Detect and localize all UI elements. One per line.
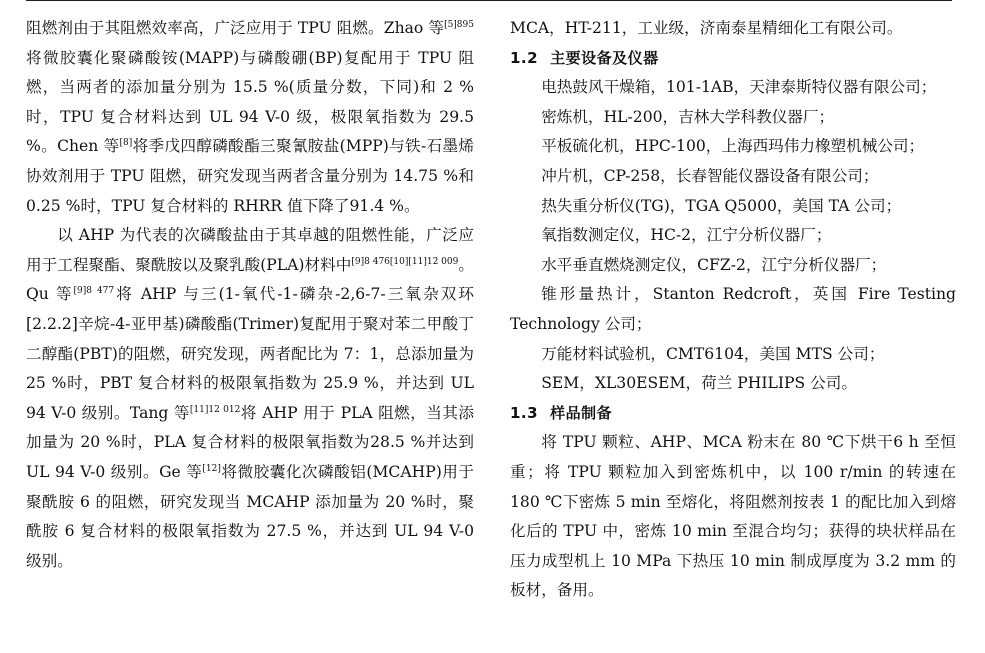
citation-reference: [9]8 477 bbox=[73, 286, 115, 297]
paragraph-flame-retardant-tpu bbox=[26, 14, 474, 221]
equipment-item: 电热鼓风干燥箱，101-1AB，天津泰斯特仪器有限公司； bbox=[541, 78, 937, 97]
equipment-item: 氧指数测定仪，HC-2，江宁分析仪器厂； bbox=[541, 226, 832, 245]
left-column bbox=[26, 14, 474, 576]
equipment-item: 热失重分析仪(TG)，TGA Q5000，美国 TA 公司； bbox=[541, 196, 902, 215]
citation-reference: [9]8 476[10][11]12 009 bbox=[351, 256, 459, 267]
citation-reference: [11]12 012 bbox=[189, 404, 241, 415]
text-run: 将季戊四醇磷酸酯三聚氰胺盐(MPP)与铁-石墨烯协效剂用于 TPU 阻燃，研究发现当两者含量分别为 14.75 %和0.25 %时，TPU 复合材料的 RHRR 值下降了91.4 %。 bbox=[26, 137, 475, 215]
section-heading-1-3 bbox=[510, 399, 956, 429]
equipment-item: SEM，XL30ESEM，荷兰 PHILIPS 公司。 bbox=[541, 374, 857, 393]
right-column bbox=[510, 14, 956, 606]
section-number: 1.2 bbox=[510, 48, 539, 67]
text-run: 以 AHP 为代表的次磷酸盐由于其卓越的阻燃性能，广泛应用于工程聚酯、聚酰胺以及聚乳酸(PLA)材料中 bbox=[26, 226, 474, 274]
section-title: 样品制备 bbox=[550, 403, 613, 422]
text-run: 阻燃剂由于其阻燃效率高，广泛应用于 TPU 阻燃。Zhao 等 bbox=[26, 19, 445, 37]
equipment-item: 平板硫化机，HPC-100，上海西玛伟力橡塑机械公司； bbox=[541, 137, 925, 156]
paragraph-hypophosphite bbox=[26, 221, 474, 576]
section-heading-1-2 bbox=[510, 44, 956, 74]
text-run: 将微胶囊化聚磷酸铵(MAPP)与磷酸硼(BP)复配用于 TPU 阻燃，当两者的添加量分别为 15.5 %(质量分数，下同)和 2 %时，TPU 复合材料达到 UL 94 V-0 级，极限氧指数为 29.5 %。Chen 等 bbox=[26, 48, 474, 156]
paragraph-sample-preparation: 将 TPU 颗粒、AHP、MCA 粉末在 80 ℃下烘干6 h 至恒重；将 TPU 颗粒加入到密炼机中，以 100 r/min 的转速在 180 ℃下密炼 5 min 至熔化，将阻燃剂按表 1 的配比加入到熔化后的 TPU 中，密炼 10 min 至混合均匀；获得的块状样品在压力成型机上 10 MPa 下热压 10 min 制成厚度为 3.2 mm 的板材，备用。 bbox=[510, 433, 956, 600]
equipment-item: 万能材料试验机，CMT6104，美国 MTS 公司； bbox=[541, 344, 885, 363]
citation-reference: [5]895 bbox=[444, 20, 474, 30]
materials-line-mca: MCA，HT-211，工业级，济南泰星精细化工有限公司。 bbox=[510, 19, 903, 37]
section-title: 主要设备及仪器 bbox=[550, 48, 659, 67]
text-run: 。Qu 等 bbox=[26, 255, 474, 304]
equipment-item: 锥形量热计，Stanton Redcroft，英国 Fire Testing Technology 公司； bbox=[510, 285, 956, 333]
equipment-item: 冲片机，CP-258，长春智能仪器设备有限公司； bbox=[541, 166, 879, 185]
equipment-item: 水平垂直燃烧测定仪，CFZ-2，江宁分析仪器厂； bbox=[541, 255, 887, 274]
top-rule bbox=[26, 0, 952, 1]
section-number: 1.3 bbox=[510, 403, 539, 422]
text-run: 将 AHP 与三(1-氧代-1-磷杂-2,6-7-三氧杂双环[2.2.2]辛烷-4-亚甲基)磷酸酯(Trimer)复配用于聚对苯二甲酸丁二醇酯(PBT)的阻燃，研究发现，两者配比为 7：1，总添加量为 25 %时，PBT 复合材料的极限氧指数为 25.9 %，并达到 UL 94 V-0 级别。Tang 等 bbox=[26, 285, 474, 422]
equipment-list bbox=[510, 73, 956, 399]
equipment-item: 密炼机，HL-200，吉林大学科教仪器厂； bbox=[541, 107, 835, 126]
citation-reference: [8] bbox=[119, 138, 133, 149]
text-run: 将微胶囊化次磷酸铝(MCAHP)用于聚酰胺 6 的阻燃，研究发现当 MCAHP 添加量为 20 %时，聚酰胺 6 复合材料的极限氧指数为 27.5 %，并达到 UL 94 V-0 级别。 bbox=[26, 462, 474, 570]
text-run: 将 AHP 用于 PLA 阻燃，当其添加量为 20 %时，PLA 复合材料的极限氧指数为28.5 %并达到 UL 94 V-0 级别。Ge 等 bbox=[26, 403, 474, 481]
citation-reference: [12] bbox=[202, 463, 221, 474]
